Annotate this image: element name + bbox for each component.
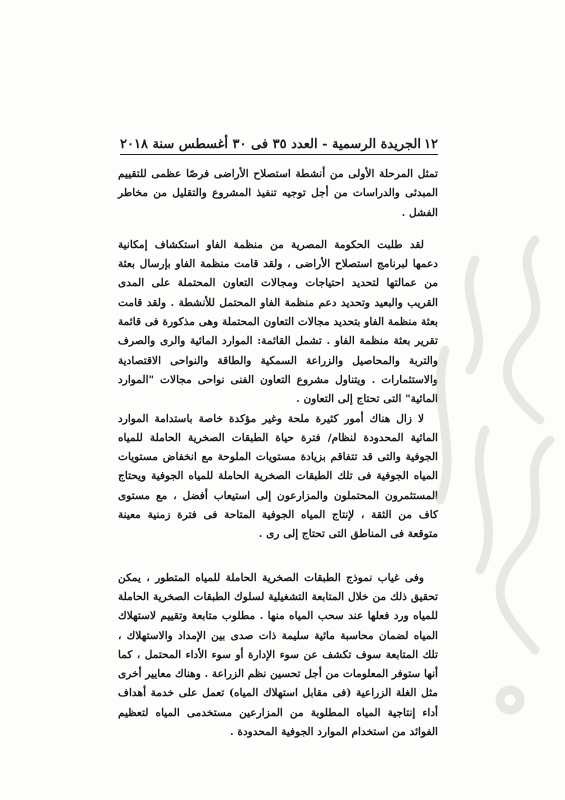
gazette-title: الجريدة الرسمية - العدد ٣٥ فى ٣٠ أغسطس سنة ٢٠١٨ bbox=[120, 137, 421, 152]
page-header bbox=[120, 136, 438, 155]
page-number: ١٢ bbox=[424, 137, 438, 152]
paragraph-3: لا زال هناك أمور كثيرة ملحة وغير مؤكدة خاصة باستدامة الموارد المائية المحدودة لنظام/ فترة حياة الطبقات الصخرية الحاملة للمياه الجوفية والتى قد تتفاقم بزيادة مستويات الملوحة مع انخفاض مستويات المياه الجوفية فى تلك الطبقات الصخرية الحاملة للمياه الجوفية ويحتاج المستثمرون المحتملون والمزارعون إلى استيعاب أفضل ، مع مستوى كاف من الثقة ، لإنتاج المياه الجوفية المتاحة فى فترة زمنية معينة متوقعة فى المناطق التى تحتاج إلى رى . bbox=[118, 412, 438, 541]
paragraph-4: وفى غياب نموذج الطبقات الصخرية الحاملة للمياه المتطور ، يمكن تحقيق ذلك من خلال المتابعة التشغيلية لسلوك الطبقات الصخرية الحاملة للمياه ورد فعلها عند سحب المياه منها . مطلوب متابعة وتقييم لاستهلاك المياه لضمان محاسبة مائية سليمة ذات صدى بين الإمداد والاستهلاك ، تلك المتابعة سوف تكشف عن سوء الإدارة أو سوء الأداء المحتمل ، كما أنها ستوفر المعلومات من أجل تحسين نظم الزراعة . وهناك معايير أخرى مثل الغلة الزراعية (فى مقابل استهلاك المياه) تعمل على خدمة أهداف أداء إنتاجية المياه المطلوبة من المزارعين مستخدمى المياه لتعظيم الفوائد من استخدام الموارد الجوفية المحدودة . bbox=[118, 571, 438, 739]
paragraph-1: تمثل المرحلة الأولى من أنشطة استصلاح الأراضى فرصًا عظمى للتقييم المبدئى والدراسات من أجل توجيه تنفيذ المشروع والتقليل من مخاطر الفشل . bbox=[118, 168, 438, 219]
document-body bbox=[118, 165, 438, 742]
paragraph-2: لقد طلبت الحكومة المصرية من منظمة الفاو استكشاف إمكانية دعمها لبرنامج استصلاح الأراضى ، ولقد قامت منظمة الفاو بإرسال بعثة من عمالتها لتحديد احتياجات ومجالات التعاون المحتملة على المدى القريب والبعيد وتحديد دعم منظمة الفاو المحتمل للأنشطة . ولقد قامت بعثة منظمة الفاو بتحديد مجالات التعاون المحتملة وهى مذكورة فى قائمة تقرير بعثة منظمة الفاو . تشمل القائمة: الموارد المائية والرى والصرف والتربة والمحاصيل والزراعة السمكية والطاقة والنواحى الاقتصادية والاستثمارات . ويتناول مشروع التعاون الفنى نواحى مجالات "الموارد المائية" التى تحتاج إلى التعاون . bbox=[118, 238, 438, 406]
